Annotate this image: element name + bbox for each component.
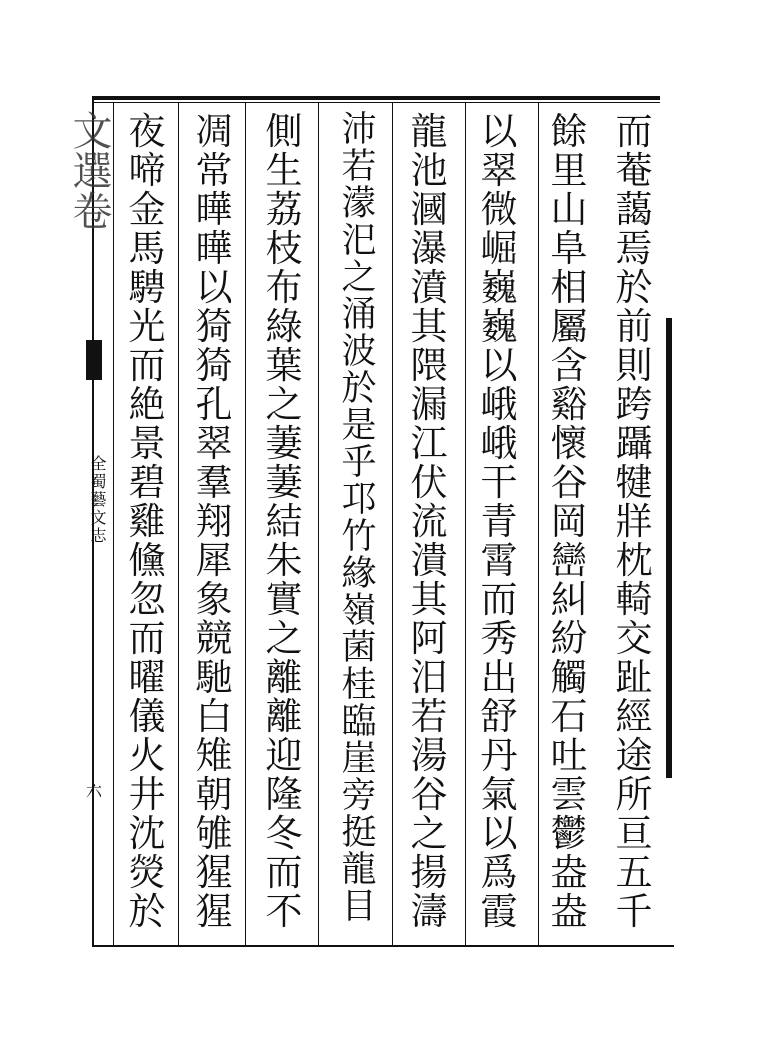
- glyph: 石: [550, 695, 588, 738]
- glyph: 若: [341, 147, 377, 187]
- glyph: 里: [550, 149, 588, 192]
- leaf-number: 六: [86, 781, 103, 800]
- glyph: 於: [615, 266, 653, 309]
- glyph: 啼: [128, 149, 166, 192]
- column-divider: [392, 103, 393, 945]
- glyph: 碧: [128, 461, 166, 504]
- glyph: 曜: [128, 656, 166, 699]
- glyph: 凋: [195, 110, 233, 153]
- glyph: 隆: [265, 773, 303, 816]
- glyph: 而: [128, 344, 166, 387]
- glyph: 濛: [341, 184, 377, 224]
- glyph: 經: [615, 695, 653, 738]
- glyph: 霄: [480, 539, 518, 582]
- glyph: 觸: [550, 656, 588, 699]
- glyph: 猗: [195, 305, 233, 348]
- glyph: 其: [410, 305, 448, 348]
- glyph: 枕: [615, 539, 653, 582]
- glyph: 羣: [195, 461, 233, 504]
- glyph: 是: [341, 406, 377, 446]
- glyph: 五: [615, 851, 653, 894]
- glyph: 餘: [550, 110, 588, 153]
- glyph: 翠: [480, 149, 518, 192]
- glyph: 離: [265, 656, 303, 699]
- glyph: 萋: [265, 422, 303, 465]
- glyph: 以: [480, 110, 518, 153]
- glyph: 雞: [128, 500, 166, 543]
- glyph: 邛: [341, 480, 377, 520]
- glyph: 迎: [265, 734, 303, 777]
- glyph: 交: [615, 617, 653, 660]
- glyph: 巍: [480, 266, 518, 309]
- glyph: 而: [128, 617, 166, 660]
- glyph: 枝: [265, 227, 303, 270]
- text-column-8: [118, 112, 176, 931]
- glyph: 牂: [615, 500, 653, 543]
- glyph: 曄: [195, 188, 233, 231]
- glyph: 離: [265, 695, 303, 738]
- glyph: 以: [480, 812, 518, 855]
- glyph: 荔: [265, 188, 303, 231]
- glyph: 波: [341, 332, 377, 372]
- margin-book-title: 全蜀藝文志: [88, 455, 107, 545]
- glyph: 不: [265, 890, 303, 933]
- glyph: 乎: [341, 443, 377, 483]
- glyph: 緣: [341, 554, 377, 594]
- glyph: 途: [615, 734, 653, 777]
- glyph: 目: [341, 887, 377, 927]
- glyph: 布: [265, 266, 303, 309]
- glyph: 岡: [550, 500, 588, 543]
- glyph: 景: [128, 422, 166, 465]
- text-column-4: [400, 112, 458, 931]
- glyph: 以: [195, 266, 233, 309]
- glyph: 則: [615, 344, 653, 387]
- glyph: 犍: [615, 461, 653, 504]
- glyph: 沈: [128, 812, 166, 855]
- glyph: 金: [128, 188, 166, 231]
- glyph: 隈: [410, 344, 448, 387]
- glyph: 於: [341, 369, 377, 409]
- glyph: 猩: [195, 890, 233, 933]
- glyph: 前: [615, 305, 653, 348]
- glyph: 潰: [410, 539, 448, 582]
- glyph: 池: [410, 149, 448, 192]
- glyph: 之: [265, 617, 303, 660]
- glyph: 旁: [341, 776, 377, 816]
- glyph: 山: [550, 188, 588, 231]
- text-column-5: [330, 112, 388, 926]
- glyph: 江: [410, 422, 448, 465]
- glyph: 青: [480, 500, 518, 543]
- glyph: 馬: [128, 227, 166, 270]
- glyph: 雊: [195, 812, 233, 855]
- glyph: 白: [195, 695, 233, 738]
- glyph: 犀: [195, 539, 233, 582]
- glyph: 舒: [480, 695, 518, 738]
- glyph: 湯: [410, 734, 448, 777]
- glyph: 萋: [265, 461, 303, 504]
- glyph: 趾: [615, 656, 653, 699]
- glyph: 紛: [550, 617, 588, 660]
- glyph: 之: [341, 258, 377, 298]
- glyph: 出: [480, 656, 518, 699]
- glyph: 揚: [410, 851, 448, 894]
- glyph: 漏: [410, 383, 448, 426]
- glyph: 吐: [550, 734, 588, 777]
- glyph: 盎: [550, 851, 588, 894]
- top-border-thick: [92, 96, 660, 100]
- glyph: 挺: [341, 813, 377, 853]
- glyph: 綠: [265, 305, 303, 348]
- glyph: 糾: [550, 578, 588, 621]
- glyph: 鬱: [550, 812, 588, 855]
- glyph: 濆: [410, 266, 448, 309]
- glyph: 躡: [615, 422, 653, 465]
- glyph: 冬: [265, 812, 303, 855]
- glyph: 桂: [341, 665, 377, 705]
- glyph: 汨: [410, 656, 448, 699]
- glyph: 葉: [265, 344, 303, 387]
- glyph: 阜: [550, 227, 588, 270]
- glyph: 丹: [480, 734, 518, 777]
- glyph: 漍: [410, 188, 448, 231]
- glyph: 翔: [195, 500, 233, 543]
- glyph: 谷: [410, 773, 448, 816]
- glyph: 屬: [550, 305, 588, 348]
- glyph: 濤: [410, 890, 448, 933]
- glyph: 巍: [480, 305, 518, 348]
- glyph: 竹: [341, 517, 377, 557]
- adjacent-page-block: [86, 340, 102, 380]
- glyph: 懷: [550, 422, 588, 465]
- glyph: 結: [265, 500, 303, 543]
- glyph: 盎: [550, 890, 588, 933]
- glyph: 猗: [195, 344, 233, 387]
- glyph: 若: [410, 695, 448, 738]
- glyph: 千: [615, 890, 653, 933]
- glyph: 猩: [195, 851, 233, 894]
- glyph: 絶: [128, 383, 166, 426]
- glyph: 其: [410, 578, 448, 621]
- glyph: 峨: [480, 422, 518, 465]
- text-column-7: [185, 112, 243, 931]
- glyph: 跨: [615, 383, 653, 426]
- glyph: 朱: [265, 539, 303, 582]
- glyph: 於: [128, 890, 166, 933]
- glyph: 秀: [480, 617, 518, 660]
- glyph: 龍: [410, 110, 448, 153]
- glyph: 競: [195, 617, 233, 660]
- glyph: 忽: [128, 578, 166, 621]
- glyph: 瀑: [410, 227, 448, 270]
- glyph: 崛: [480, 227, 518, 270]
- glyph: 龍: [341, 850, 377, 890]
- glyph: 朝: [195, 773, 233, 816]
- text-column-3: [470, 112, 528, 931]
- glyph: 常: [195, 149, 233, 192]
- glyph: 而: [480, 578, 518, 621]
- text-column-1: [605, 112, 663, 931]
- glyph: 氣: [480, 773, 518, 816]
- glyph: 熒: [128, 851, 166, 894]
- glyph: 伏: [410, 461, 448, 504]
- glyph: 崖: [341, 739, 377, 779]
- glyph: 翠: [195, 422, 233, 465]
- glyph: 谷: [550, 461, 588, 504]
- glyph: 焉: [615, 227, 653, 270]
- glyph: 峨: [480, 383, 518, 426]
- glyph: 相: [550, 266, 588, 309]
- glyph: 儵: [128, 539, 166, 582]
- glyph: 干: [480, 461, 518, 504]
- glyph: 生: [265, 149, 303, 192]
- glyph: 以: [480, 344, 518, 387]
- glyph: 孔: [195, 383, 233, 426]
- glyph: 汜: [341, 221, 377, 261]
- glyph: 馳: [195, 656, 233, 699]
- glyph: 菴: [615, 149, 653, 192]
- glyph: 象: [195, 578, 233, 621]
- glyph: 實: [265, 578, 303, 621]
- bottom-border-line: [92, 945, 674, 947]
- glyph: 雉: [195, 734, 233, 777]
- text-column-6: [255, 112, 313, 931]
- glyph: 所: [615, 773, 653, 816]
- glyph: 含: [550, 344, 588, 387]
- glyph: 而: [265, 851, 303, 894]
- glyph: 阿: [410, 617, 448, 660]
- right-margin-bar: [666, 318, 672, 778]
- glyph: 臨: [341, 702, 377, 742]
- glyph: 霞: [480, 890, 518, 933]
- glyph: 夜: [128, 110, 166, 153]
- glyph: 流: [410, 500, 448, 543]
- glyph: 嶺: [341, 591, 377, 631]
- column-divider: [318, 103, 319, 945]
- glyph: 之: [410, 812, 448, 855]
- glyph: 微: [480, 188, 518, 231]
- glyph: 輢: [615, 578, 653, 621]
- glyph: 涌: [341, 295, 377, 335]
- glyph: 騁: [128, 266, 166, 309]
- column-divider: [245, 103, 246, 945]
- glyph: 谿: [550, 383, 588, 426]
- glyph: 而: [615, 110, 653, 153]
- column-divider: [178, 103, 179, 945]
- glyph: 側: [265, 110, 303, 153]
- glyph: 儀: [128, 695, 166, 738]
- glyph: 巒: [550, 539, 588, 582]
- glyph: 火: [128, 734, 166, 777]
- adjacent-page-fragment: 文選卷: [66, 110, 112, 230]
- glyph: 曄: [195, 227, 233, 270]
- glyph: 菌: [341, 628, 377, 668]
- glyph: 爲: [480, 851, 518, 894]
- glyph: 井: [128, 773, 166, 816]
- glyph: 亘: [615, 812, 653, 855]
- column-divider: [538, 103, 539, 945]
- glyph: 沛: [341, 110, 377, 150]
- text-column-2: [540, 112, 598, 931]
- glyph: 光: [128, 305, 166, 348]
- glyph: 之: [265, 383, 303, 426]
- column-divider: [465, 103, 466, 945]
- glyph: 藹: [615, 188, 653, 231]
- glyph: 雲: [550, 773, 588, 816]
